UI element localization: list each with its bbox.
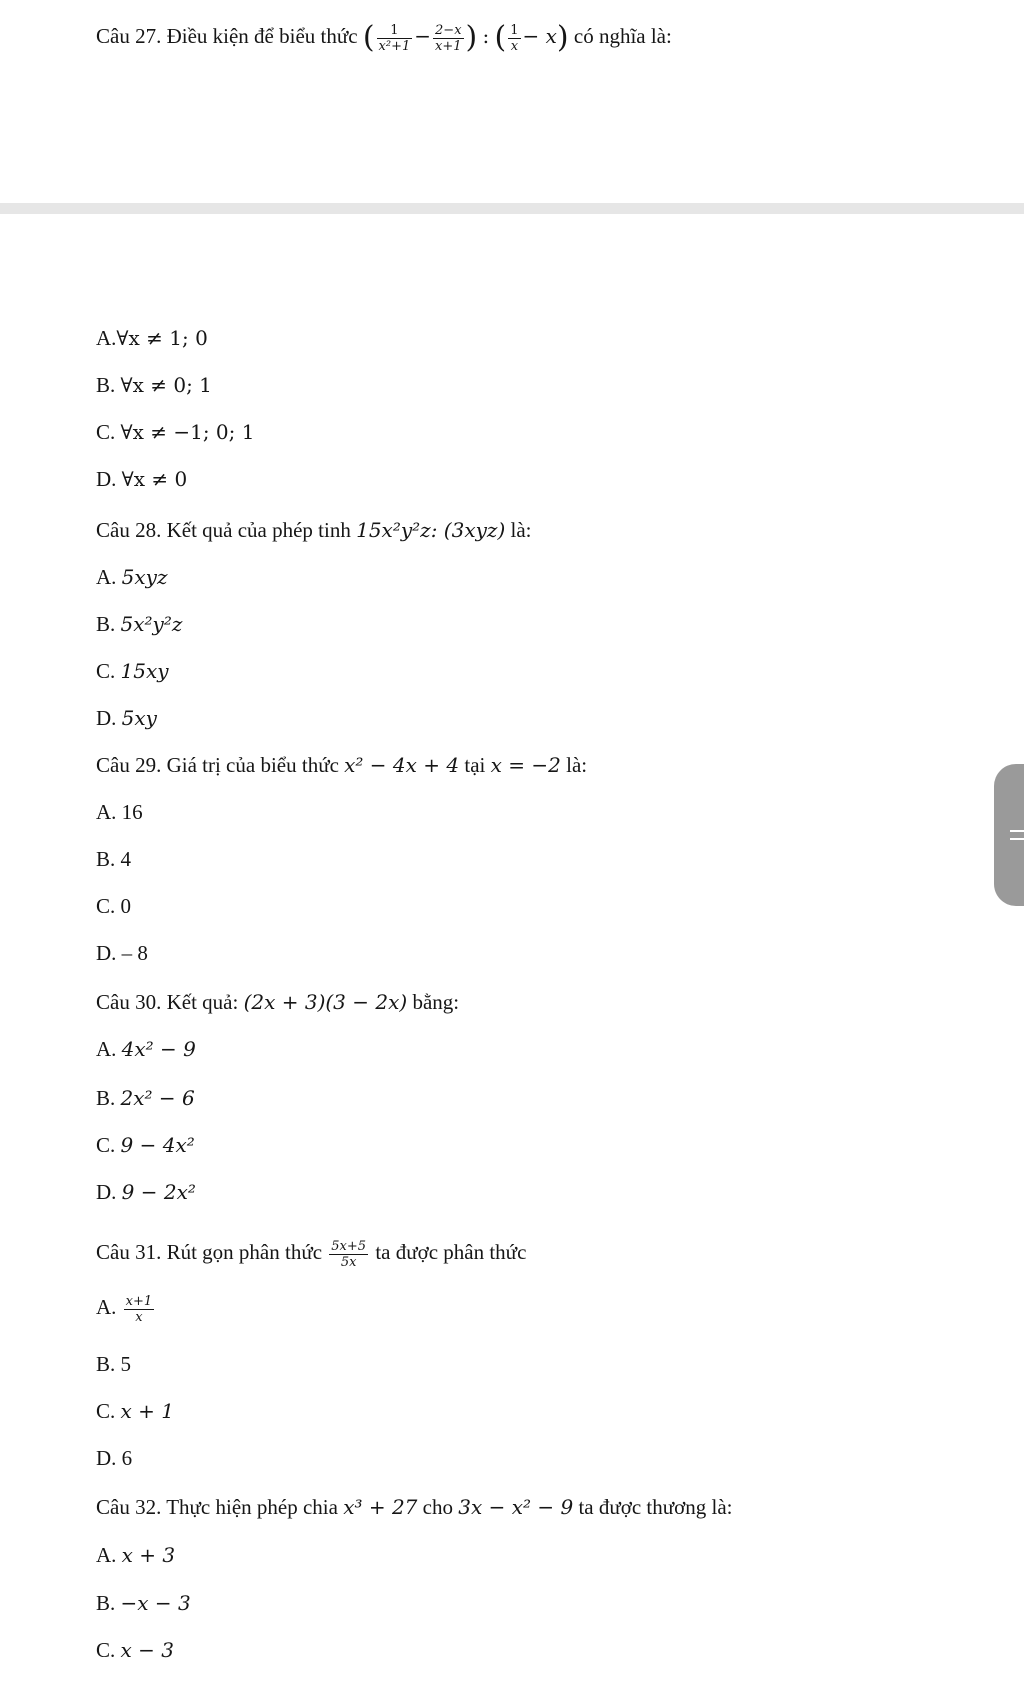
fraction-2: $\frac{2-x}{x+1}$ xyxy=(435,22,462,54)
close-paren: ) xyxy=(465,20,478,56)
fraction-1: $\frac{1}{\text{x²+1}}$ xyxy=(378,22,411,54)
question-29-expression: x² − 4x + 4 xyxy=(344,753,460,777)
q32-option-c[interactable]: C. x − 3 xyxy=(96,1638,174,1662)
q27-option-b[interactable]: B. ∀x ≠ 0; 1 xyxy=(96,373,212,397)
fraction-3: $\frac{1}{x}$ xyxy=(510,22,519,54)
question-29: Câu 29. Giá trị của biểu thức x² − 4x + 4 tại x = −2 là: xyxy=(96,753,588,777)
question-30: Câu 30. Kết quả: (2x + 3)(3 − 2x) bằng: xyxy=(96,990,460,1014)
q30-option-c[interactable]: C. 9 − 4x² xyxy=(96,1133,195,1157)
q28-option-d[interactable]: D. 5xy xyxy=(96,706,157,730)
q31-option-a[interactable]: A. $\frac{x+1}{x}$ xyxy=(96,1293,153,1325)
grip-line-icon xyxy=(1010,830,1024,832)
question-27-prefix: Câu 27. Điều kiện để biểu thức xyxy=(96,24,358,48)
division-colon: : xyxy=(482,24,490,48)
q31-option-d[interactable]: D. 6 xyxy=(96,1446,133,1470)
tail-expression: − x xyxy=(522,24,557,48)
q30-option-a[interactable]: A. 4x² − 9 xyxy=(96,1037,196,1061)
q32-option-a[interactable]: A. x + 3 xyxy=(96,1543,176,1567)
q31-option-c[interactable]: C. x + 1 xyxy=(96,1399,174,1423)
minus-sign: − xyxy=(414,24,432,48)
question-27-suffix: có nghĩa là: xyxy=(573,24,672,48)
q32-option-b[interactable]: B. −x − 3 xyxy=(96,1591,191,1615)
q30-option-b[interactable]: B. 2x² − 6 xyxy=(96,1086,195,1110)
question-31-fraction: $\frac{5x+5}{5x}$ xyxy=(331,1238,367,1270)
question-29-value: x = −2 xyxy=(490,753,561,777)
question-32-divisor: 3x − x² − 9 xyxy=(458,1495,574,1519)
question-27 xyxy=(96,22,672,54)
question-28: Câu 28. Kết quả của phép tinh 15x²y²z: (3xyz) là: xyxy=(96,518,532,542)
q29-option-a[interactable]: A. 16 xyxy=(96,800,143,824)
q31-option-a-fraction: $\frac{x+1}{x}$ xyxy=(125,1293,153,1325)
scroll-handle[interactable] xyxy=(994,764,1024,906)
question-32-dividend: x³ + 27 xyxy=(343,1495,418,1519)
q29-option-c[interactable]: C. 0 xyxy=(96,894,132,918)
q27-option-a[interactable]: A.∀x ≠ 1; 0 xyxy=(96,326,208,350)
section-divider xyxy=(0,203,1024,214)
question-30-expression: (2x + 3)(3 − 2x) xyxy=(243,990,408,1014)
q27-option-c[interactable]: C. ∀x ≠ −1; 0; 1 xyxy=(96,420,255,444)
open-paren-2: ( xyxy=(494,20,507,56)
q28-option-b[interactable]: B. 5x²y²z xyxy=(96,612,183,636)
question-31: Câu 31. Rút gọn phân thức $\frac{5x+5}{5x}$ ta được phân thức xyxy=(96,1238,527,1270)
q29-option-d[interactable]: D. – 8 xyxy=(96,941,148,965)
q31-option-b[interactable]: B. 5 xyxy=(96,1352,132,1376)
q28-option-a[interactable]: A. 5xyz xyxy=(96,565,168,589)
question-28-expression: 15x²y²z: (3xyz) xyxy=(356,518,506,542)
q30-option-d[interactable]: D. 9 − 2x² xyxy=(96,1180,196,1204)
open-paren: ( xyxy=(362,20,375,56)
q27-option-d[interactable]: D. ∀x ≠ 0 xyxy=(96,467,188,491)
grip-line-icon xyxy=(1010,838,1024,840)
close-paren-2: ) xyxy=(556,20,569,56)
q28-option-c[interactable]: C. 15xy xyxy=(96,659,169,683)
q29-option-b[interactable]: B. 4 xyxy=(96,847,132,871)
question-32: Câu 32. Thực hiện phép chia x³ + 27 cho 3x − x² − 9 ta được thương là: xyxy=(96,1495,733,1519)
